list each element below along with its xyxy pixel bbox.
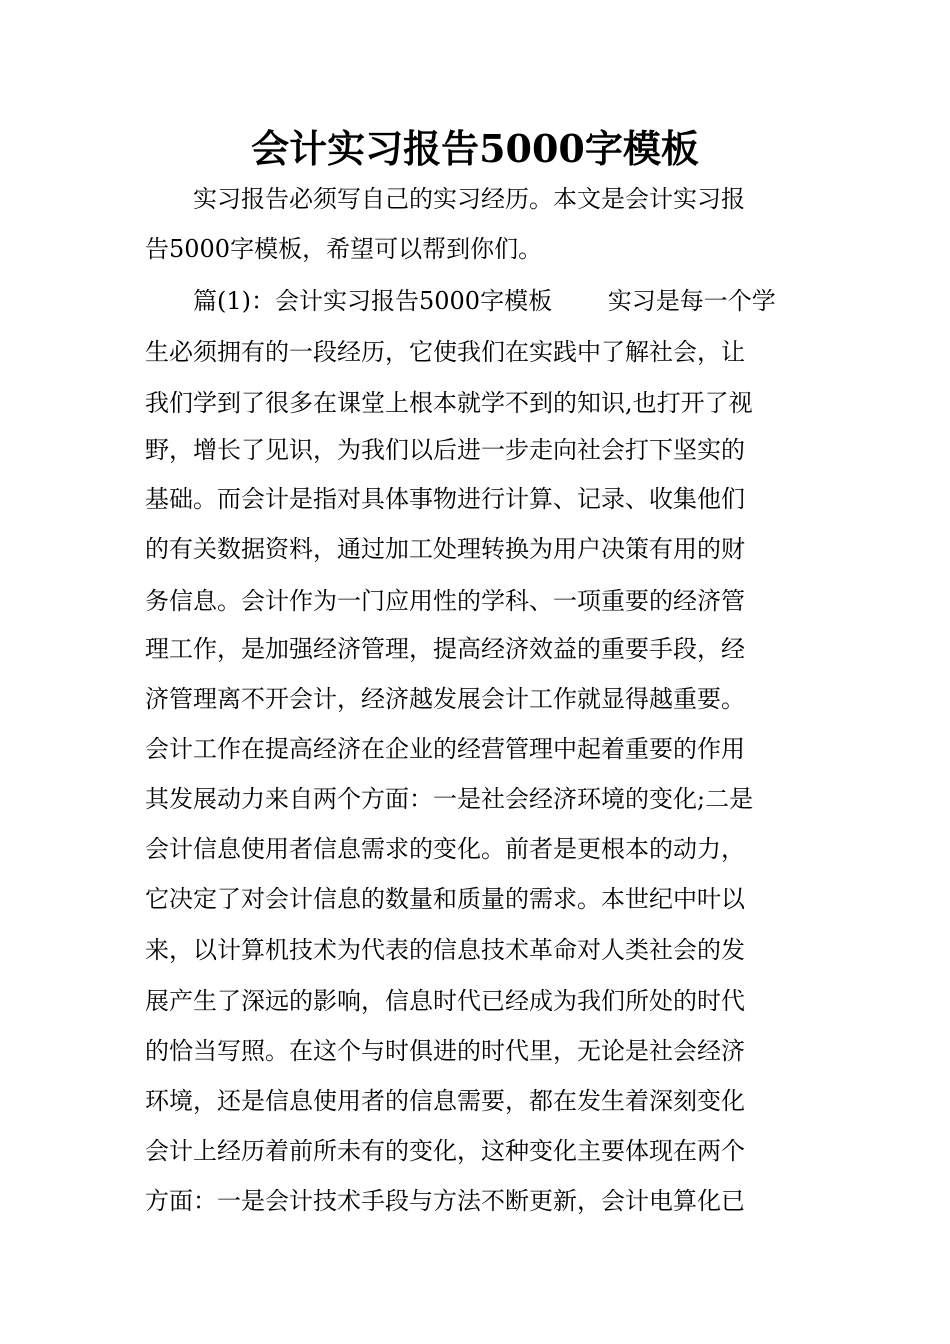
text-line: 济管理离不开会计，经济越发展会计工作就显得越重要。 — [145, 685, 745, 713]
document-title: 会计实习报告5000字模板 — [251, 126, 699, 171]
text-line: 篇(1)：会计实习报告5000字模板 实习是每一个学 — [145, 287, 776, 315]
text-line: 基础。而会计是指对具体事物进行计算、记录、收集他们 — [145, 485, 745, 513]
text-line: 理工作，是加强经济管理，提高经济效益的重要手段，经 — [145, 635, 745, 663]
text-line: 环境，还是信息使用者的信息需要，都在发生着深刻变化 — [145, 1087, 745, 1115]
text-line: 的有关数据资料，通过加工处理转换为用户决策有用的财 — [145, 535, 745, 563]
text-line: 实习报告必须写自己的实习经历。本文是会计实习报 — [145, 185, 745, 213]
text-line: 方面：一是会计技术手段与方法不断更新，会计电算化已 — [145, 1187, 745, 1215]
text-line: 展产生了深远的影响，信息时代已经成为我们所处的时代 — [145, 987, 745, 1015]
text-line: 我们学到了很多在课堂上根本就学不到的知识,也打开了视 — [145, 389, 753, 417]
text-line: 会计上经历着前所未有的变化，这种变化主要体现在两个 — [145, 1137, 745, 1165]
text-line: 其发展动力来自两个方面：一是社会经济环境的变化;二是 — [145, 785, 754, 813]
text-line: 它决定了对会计信息的数量和质量的需求。本世纪中叶以 — [145, 885, 745, 913]
text-line: 生必须拥有的一段经历，它使我们在实践中了解社会，让 — [145, 338, 745, 366]
text-line: 野，增长了见识，为我们以后进一步走向社会打下坚实的 — [145, 436, 745, 464]
text-line: 务信息。会计作为一门应用性的学科、一项重要的经济管 — [145, 587, 745, 615]
text-line: 会计工作在提高经济在企业的经营管理中起着重要的作用 — [145, 735, 745, 763]
text-line: 来，以计算机技术为代表的信息技术革命对人类社会的发 — [145, 936, 745, 964]
text-line: 会计信息使用者信息需求的变化。前者是更根本的动力， — [145, 835, 745, 863]
text-line: 的恰当写照。在这个与时俱进的时代里，无论是社会经济 — [145, 1037, 745, 1065]
text-line: 告5000字模板，希望可以帮到你们。 — [145, 235, 543, 263]
